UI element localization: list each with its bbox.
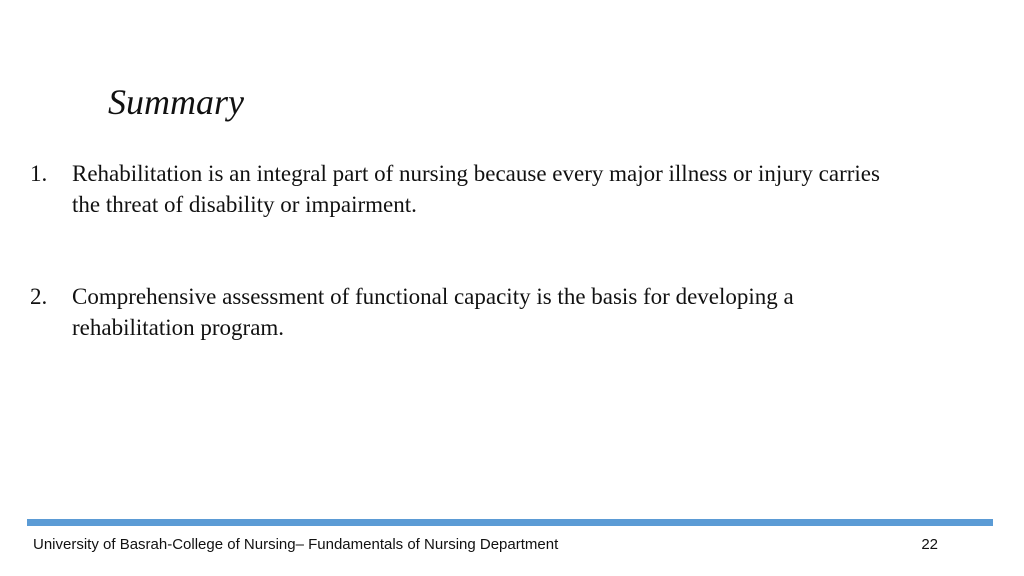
list-item-text: Comprehensive assessment of functional capacity is the basis for developing a rehabilitation program. [72,284,794,340]
list-item-number: 2. [30,284,48,309]
slide-title: Summary [108,82,244,122]
list-item-text: Rehabilitation is an integral part of nursing because every major illness or injury carries the threat of disability or impairment. [72,161,880,217]
page-number: 22 [921,536,938,553]
footer-divider-bar [27,519,993,526]
list-item [30,158,910,220]
list-item-number: 1. [30,161,48,186]
list-item [30,281,910,343]
summary-list [30,158,910,343]
footer-text: University of Basrah-College of Nursing– Fundamentals of Nursing Department [33,536,559,553]
